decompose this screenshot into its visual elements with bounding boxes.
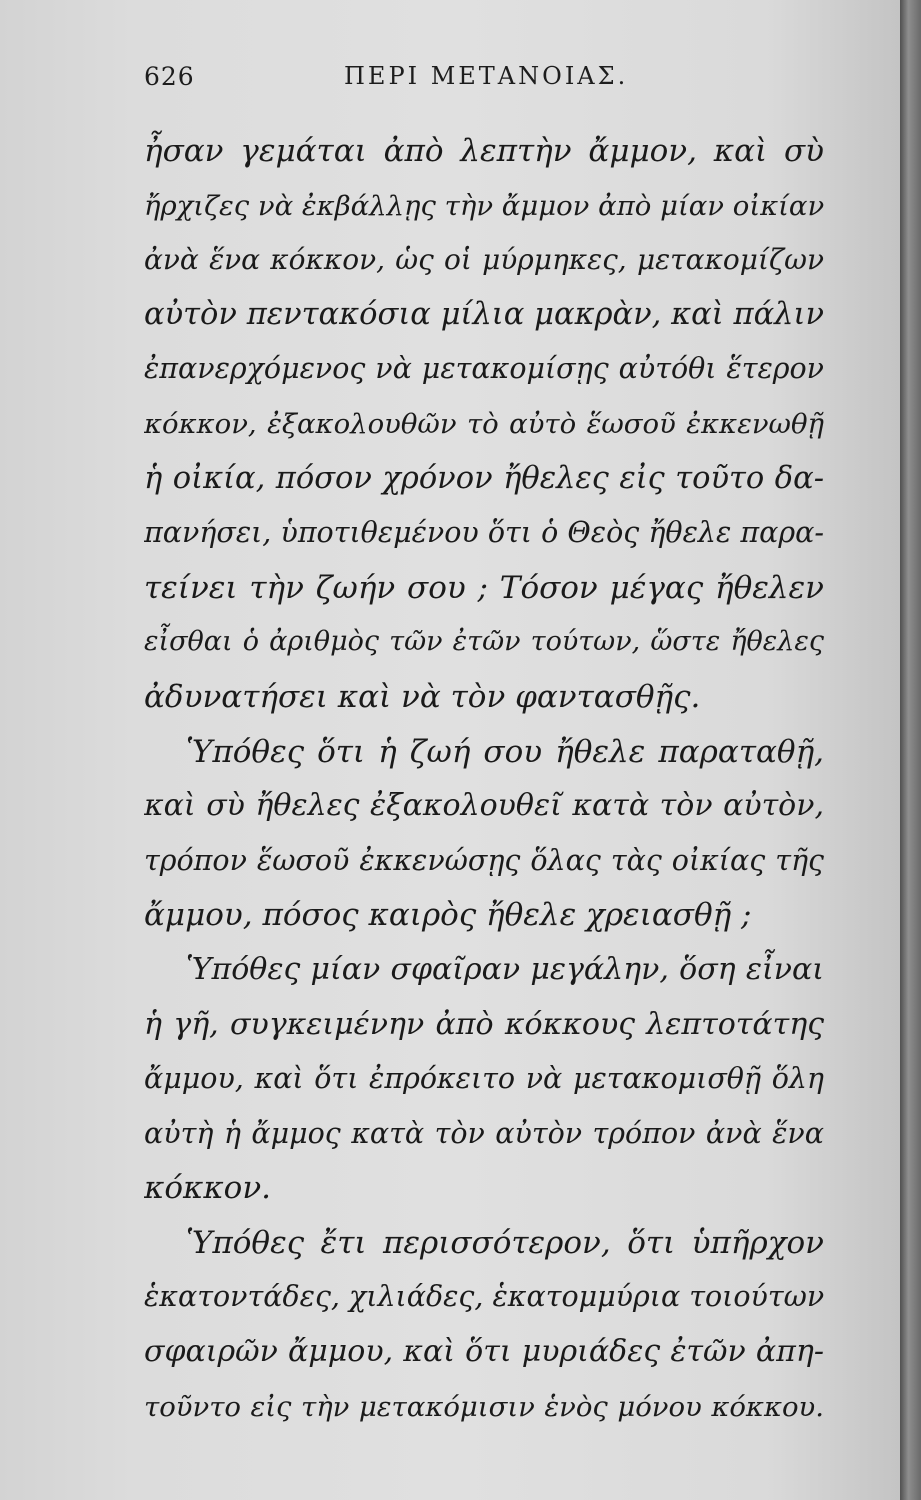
text-line: Ὑπόθες μίαν σφαῖραν μεγάλην, ὅση εἶναι — [186, 951, 824, 987]
text-line: τείνει τὴν ζωήν σου ; Τόσον μέγας ἤθελεν — [144, 569, 824, 606]
page-edge — [900, 0, 921, 1500]
text-line: ἀδυνατήσει καὶ νὰ τὸν φαντασθῇς. — [144, 678, 701, 715]
text-line: ἡ γῆ, συγκειμένην ἀπὸ κόκκους λεπτοτάτης — [144, 1006, 824, 1042]
page-number: 626 — [144, 62, 195, 91]
text-line: Ὑπόθες ἔτι περισσότερον, ὅτι ὑπῆρχον — [186, 1224, 824, 1261]
text-line: ἑκατοντάδες, χιλιάδες, ἑκατομμύρια τοιούτων — [144, 1280, 824, 1314]
text-line: ἦσαν γεμάται ἀπὸ λεπτὴν ἄμμον, καὶ σὺ — [144, 133, 824, 169]
body-text — [144, 124, 824, 1434]
text-line: κόκκον, ἐξακολουθῶν τὸ αὐτὸ ἕωσοῦ ἐκκενωθῇ — [144, 407, 824, 440]
text-line: ἤρχιζες νὰ ἐκβάλλῃς τὴν ἄμμον ἀπὸ μίαν οἰκίαν — [144, 189, 824, 222]
page-header — [144, 62, 834, 102]
text-line: ἡ οἰκία, πόσον χρόνον ἤθελες εἰς τοῦτο δα- — [144, 460, 824, 496]
text-line: Ὑπόθες ὅτι ἡ ζωή σου ἤθελε παραταθῇ, — [186, 733, 824, 770]
text-line: ἀνὰ ἕνα κόκκον, ὡς οἱ μύρμηκες, μετακομίζων — [144, 243, 824, 277]
text-line: πανήσει, ὑποτιθεμένου ὅτι ὁ Θεὸς ἤθελε παρα- — [144, 516, 824, 550]
text-line: ἄμμου, πόσος καιρὸς ἤθελε χρειασθῇ ; — [144, 897, 752, 934]
text-line: εἶσθαι ὁ ἀριθμὸς τῶν ἐτῶν τούτων, ὥστε ἤθελες — [144, 626, 824, 658]
text-line: τοῦντο εἰς τὴν μετακόμισιν ἑνὸς μόνου κόκκου. — [144, 1390, 824, 1423]
text-line: αὐτὸν πεντακόσια μίλια μακρὰν, καὶ πάλιν — [144, 296, 824, 332]
text-line: σφαιρῶν ἄμμου, καὶ ὅτι μυριάδες ἐτῶν ἀπη- — [144, 1334, 824, 1370]
text-line: τρόπον ἕωσοῦ ἐκκενώσῃς ὅλας τὰς οἰκίας τῆς — [144, 843, 824, 877]
text-line: κόκκον. — [144, 1170, 272, 1207]
text-line: ἄμμου, καὶ ὅτι ἐπρόκειτο νὰ μετακομισθῇ ὅλη — [144, 1062, 824, 1096]
text-line: αὐτὴ ἡ ἄμμος κατὰ τὸν αὐτὸν τρόπον ἀνὰ ἕνα — [144, 1116, 824, 1150]
text-line: ἐπανερχόμενος νὰ μετακομίσῃς αὐτόθι ἕτερον — [144, 352, 824, 386]
text-line: καὶ σὺ ἤθελες ἐξακολουθεῖ κατὰ τὸν αὐτὸν, — [144, 788, 824, 824]
running-title: ΠΕΡΙ ΜΕΤΑΝΟΙΑΣ. — [344, 62, 629, 90]
